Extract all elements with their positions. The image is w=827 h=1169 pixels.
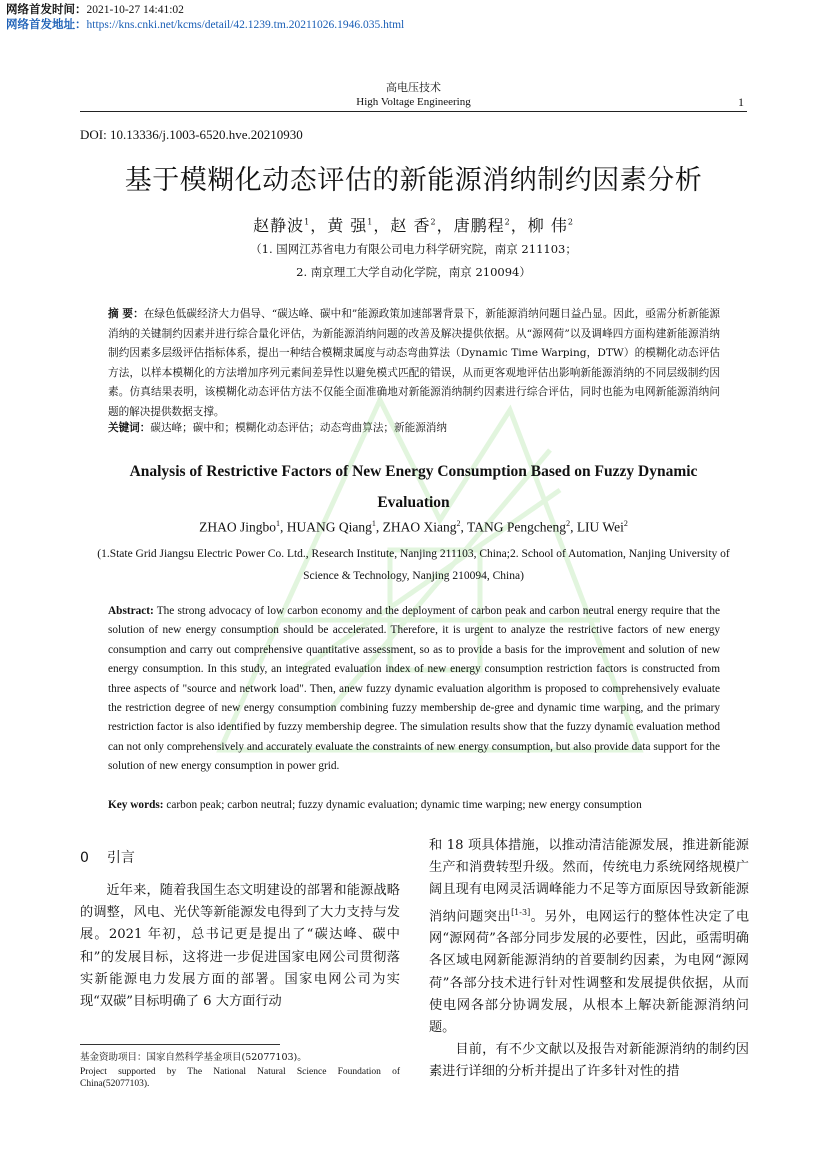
author-affiliation-mark: 1 — [276, 519, 281, 528]
body-text: 和 18 项具体措施，以推动清洁能源发展，推进新能源生产和消费转型升级。然而，传统电力系统网络规模广阔且现有电网灵活调峰能力不足等方面原因导致新能源消纳问题突出 — [429, 838, 749, 924]
author-name: LIU Wei — [576, 519, 624, 535]
paper-title-en: Analysis of Restrictive Factors of New Energy Consumption Based on Fuzzy Dynamic Evaluation — [129, 463, 698, 511]
author-separator: , — [460, 519, 468, 535]
affiliation-en: (1.State Grid Jiangsu Electric Power Co. Ltd., Research Institute, Nanjing 211103, China;2. School of Automation, Nanjing University of Science & Technology, Nanjing 210094, China) — [97, 548, 730, 582]
author-name: HUANG Qiang — [286, 519, 372, 535]
author-affiliation-mark: 2 — [567, 217, 574, 227]
abstract-en — [108, 602, 720, 777]
keywords-cn-label: 关键词： — [108, 422, 151, 434]
funding-footnote-cn: 基金资助项目：国家自然科学基金项目(52077103)。 — [80, 1052, 307, 1063]
author-name: 柳 伟 — [527, 216, 568, 235]
body-paragraph-right-2: 目前，有不少文献以及报告对新能源消纳的制约因素进行详细的分析并提出了许多针对性的措 — [429, 1042, 749, 1080]
author-separator: ， — [373, 216, 391, 235]
section-title: 引言 — [106, 850, 135, 866]
doi: DOI: 10.13336/j.1003-6520.hve.20210930 — [80, 127, 303, 142]
author-affiliation-mark: 2 — [566, 519, 571, 528]
page-number: 1 — [738, 95, 744, 109]
section-heading-introduction — [80, 847, 135, 867]
funding-footnote-en: Project supported by The National Natural Science Foundation of China(52077103). — [80, 1067, 400, 1089]
abstract-en-label: Abstract: — [108, 605, 154, 617]
author-separator: ， — [510, 216, 528, 235]
abstract-en-text: The strong advocacy of low carbon economy and the deployment of carbon peak and carbon neutral energy require that the solution of new energy consumption should be accelerated. Therefore, it is urgent to analyze the restrictive factors of new energy consumption and carry out comprehensive quantitative assessment, so as to provide a basis for the improvement and solution of new energy consumption. In this study, an integrated evaluation index of new energy consumption restriction factors is constructed from three aspects of "source and network load". Then, anew fuzzy dynamic evaluation algorithm is proposed to comprehensively evaluate the restriction degree of new energy consumption combining fuzzy membership de-gree and dynamic time warping, and the primary restriction factor is also identified by fuzzy membership degree. The simulation results show that the fuzzy dynamic evaluation method can not only comprehensively and accurately evaluate the constraints of new energy consumption, but also provide data support for the solution of new energy consumption in power grid. — [108, 605, 720, 773]
publish-address-link[interactable]: https://kns.cnki.net/kcms/detail/42.1239.tm.20211026.1946.035.html — [86, 19, 405, 31]
authors-cn — [0, 213, 827, 236]
author-separator: , — [375, 519, 383, 535]
affiliation-cn-1: （1. 国网江苏省电力有限公司电力科学研究院，南京 211103； — [250, 242, 577, 256]
body-paragraph-right-1 — [429, 835, 749, 1039]
citation: [1-3] — [511, 907, 531, 917]
author-separator: ， — [436, 216, 454, 235]
author-name: 赵 香 — [390, 216, 431, 235]
author-separator: , — [280, 519, 287, 535]
author-affiliation-mark: 1 — [371, 519, 376, 528]
author-separator: ， — [310, 216, 328, 235]
author-name: ZHAO Xiang — [382, 519, 457, 535]
keywords-en-label: Key words: — [108, 799, 164, 811]
author-name: TANG Pengcheng — [467, 519, 567, 535]
keywords-cn — [108, 420, 720, 435]
author-separator: , — [570, 519, 577, 535]
paper-title-cn: 基于模糊化动态评估的新能源消纳制约因素分析 — [124, 165, 703, 196]
abstract-cn-text: 在绿色低碳经济大力倡导、“碳达峰、碳中和”能源政策加速部署背景下，新能源消纳问题日益凸显。因此，亟需分析新能源消纳的关键制约因素并进行综合量化评估，为新能源消纳问题的改善及解决提供依据。从“源网荷”以及调峰四方面构建新能源消纳制约因素多层级评估指标体系，提出一种结合模糊隶属度与动态弯曲算法（Dynamic Time Warping，DTW）的模糊化动态评估方法，以样本模糊化的方法增加序列元素间差异性以避免模式匹配的错误，从而更客观地评估出影响新能源消纳的不同层级制约因素。仿真结果表明，该模糊化动态评估方法不仅能全面准确地对新能源消纳制约因素进行综合评估，同时也能为电网新能源消纳问题的解决提供数据支撑。 — [108, 308, 720, 418]
author-affiliation-mark: 2 — [623, 519, 628, 528]
authors-en — [0, 519, 827, 536]
author-affiliation-mark: 2 — [456, 519, 461, 528]
affiliation-cn-2: 2. 南京理工大学自动化学院，南京 210094） — [296, 265, 531, 279]
author-affiliation-mark: 1 — [367, 217, 374, 227]
publish-time-value: 2021-10-27 14:41:02 — [86, 4, 184, 16]
keywords-cn-text: 碳达峰；碳中和；模糊化动态评估；动态弯曲算法；新能源消纳 — [150, 422, 447, 434]
publish-address-line — [6, 17, 404, 33]
publish-address-label: 网络首发地址： — [6, 17, 87, 31]
abstract-cn — [108, 305, 720, 423]
author-name: 唐鹏程 — [453, 216, 505, 235]
publish-time-label: 网络首发时间： — [6, 2, 87, 16]
keywords-en — [108, 799, 720, 811]
author-name: ZHAO Jingbo — [199, 519, 277, 535]
journal-name-cn: 高电压技术 — [386, 81, 441, 94]
journal-name-en: High Voltage Engineering — [356, 96, 471, 108]
body-paragraph-left: 近年来，随着我国生态文明建设的部署和能源战略的调整，风电、光伏等新能源发电得到了大力支持与发展。2021 年初，总书记更是提出了“碳达峰、碳中和”的发展目标，这将进一步促进国家电网公司贯彻落实新能源电力发展方面的部署。国家电网公司为实现“双碳”目标明确了 6 大方面行动 — [80, 883, 400, 1010]
body-column-right — [429, 835, 749, 1084]
abstract-cn-label: 摘 要： — [108, 308, 144, 320]
author-name: 赵静波 — [253, 216, 305, 235]
body-text: 。另外，电网运行的整体性决定了电网“源网荷”各部分同步发展的必要性，因此，亟需明确各区域电网新能源消纳的首要制约因素，为电网“源网荷”各部分技术进行针对性调整和发展提供依据，从而使电网各部分协调发展，从根本上解决新能源消纳问题。 — [429, 909, 750, 1036]
section-number: 0 — [80, 850, 89, 866]
keywords-en-text: carbon peak; carbon neutral; fuzzy dynamic evaluation; dynamic time warping; new energy consumption — [166, 799, 642, 811]
footnote-divider — [80, 1044, 280, 1045]
author-name: 黄 强 — [327, 216, 368, 235]
header-divider — [80, 111, 747, 112]
author-affiliation-mark: 2 — [430, 217, 437, 227]
author-affiliation-mark: 1 — [304, 217, 311, 227]
publish-time-line — [6, 2, 184, 18]
author-affiliation-mark: 2 — [504, 217, 511, 227]
